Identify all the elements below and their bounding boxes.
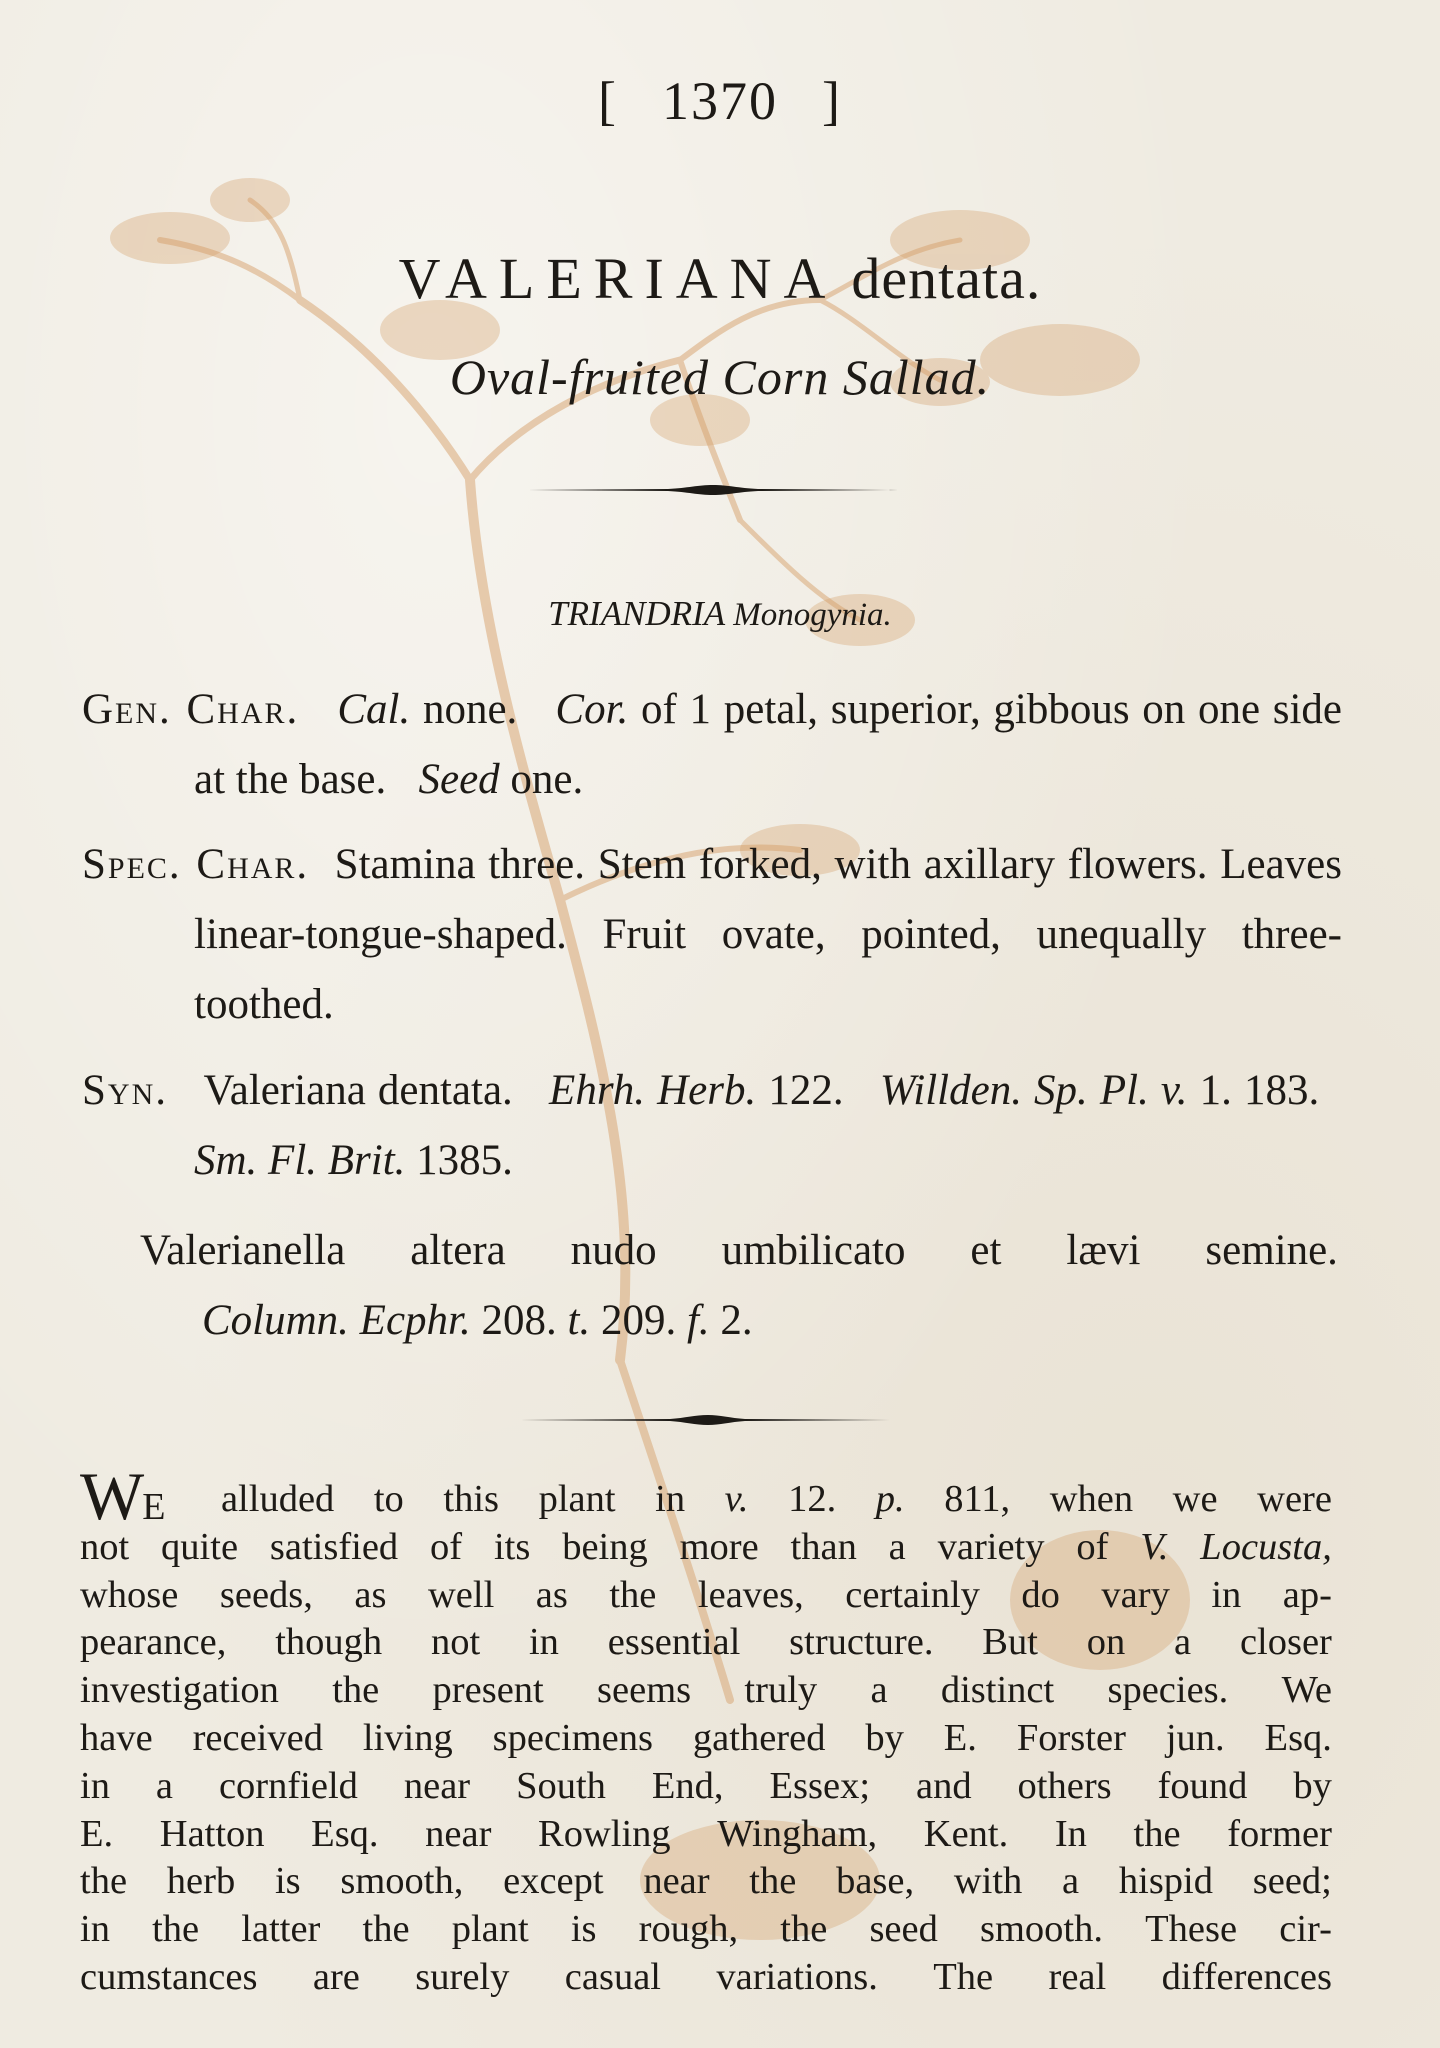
body-word: than xyxy=(790,1525,857,1568)
body-word: is xyxy=(274,1860,301,1903)
body-line xyxy=(80,1572,1332,1620)
body-word: vary xyxy=(1101,1573,1170,1616)
body-word: to xyxy=(373,1478,404,1520)
body-word: alluded xyxy=(220,1478,335,1520)
syn-ref-willden: Willden. Sp. Pl. v. xyxy=(879,1067,1188,1114)
body-word: gathered xyxy=(692,1716,826,1759)
body-word: herb xyxy=(166,1860,236,1903)
body-word: we xyxy=(1172,1478,1218,1520)
body-word: of xyxy=(430,1525,463,1568)
gen-char-label: Gen. Char. xyxy=(82,686,300,733)
body-word: being xyxy=(562,1525,648,1568)
body-word: living xyxy=(362,1716,453,1759)
body-word: variations. xyxy=(716,1955,878,1998)
body-word: and xyxy=(915,1764,972,1807)
body-word: the xyxy=(749,1860,797,1903)
body-word: Essex; xyxy=(769,1764,871,1807)
body-line xyxy=(80,1524,1332,1572)
body-word: But xyxy=(982,1621,1038,1664)
syn-ref-smith-num: 1385. xyxy=(416,1137,513,1184)
body-word: Rowling xyxy=(538,1812,671,1855)
body-word: p. xyxy=(875,1478,905,1520)
table-ref-num: 209. xyxy=(600,1297,677,1344)
body-word: seems xyxy=(597,1669,692,1712)
body-word: E. xyxy=(943,1716,977,1759)
body-word: of xyxy=(1076,1525,1109,1568)
body-word: hispid xyxy=(1118,1860,1214,1903)
linnaean-classification xyxy=(0,594,1440,634)
valerianella-word: nudo xyxy=(570,1227,657,1274)
body-line xyxy=(80,1954,1332,2002)
body-word: a xyxy=(870,1669,888,1712)
body-word: near xyxy=(643,1860,710,1903)
body-word xyxy=(80,1458,181,1534)
body-word: leaves, xyxy=(697,1573,804,1616)
body-word: present xyxy=(432,1669,544,1712)
valerianella-word: umbilicato xyxy=(721,1227,906,1274)
body-word: not xyxy=(80,1525,130,1568)
body-word: though xyxy=(275,1621,383,1664)
body-word: not xyxy=(430,1621,481,1664)
body-word: Esq. xyxy=(311,1812,379,1855)
bracket-right: ] xyxy=(822,71,842,131)
body-word: latter xyxy=(241,1908,321,1951)
body-word: Kent. xyxy=(923,1812,1009,1855)
spec-char-text: Stamina three. Stem forked, with axillary flowers. Leaves linear-tongue-shaped. Fruit ovate, pointed, unequally three-toothed. xyxy=(194,841,1342,1028)
valerianella-word: Valerianella xyxy=(140,1227,346,1274)
drop-cap-rest: E xyxy=(142,1486,168,1528)
body-word: 811, xyxy=(944,1478,1011,1520)
body-word: End, xyxy=(651,1764,724,1807)
body-word: is xyxy=(570,1908,597,1951)
body-line xyxy=(80,1715,1332,1763)
body-word: on xyxy=(1086,1621,1126,1664)
bracket-left: [ xyxy=(598,71,618,131)
page-number: 1370 xyxy=(662,71,778,131)
body-word: species. xyxy=(1107,1669,1229,1712)
body-word: in xyxy=(528,1621,559,1664)
body-word: by xyxy=(1293,1764,1332,1807)
order-name: Monogynia. xyxy=(733,597,892,633)
body-text xyxy=(80,1458,1332,2002)
body-line xyxy=(80,1811,1332,1859)
species-name: dentata. xyxy=(851,246,1042,311)
body-word: essential xyxy=(607,1621,741,1664)
body-word: the xyxy=(780,1908,828,1951)
body-word: a xyxy=(1174,1621,1192,1664)
page-number-line xyxy=(0,70,1440,132)
body-word: the xyxy=(332,1669,380,1712)
body-word: The xyxy=(933,1955,994,1998)
body-word: Forster xyxy=(1016,1716,1126,1759)
figure-ref: f. xyxy=(686,1297,710,1344)
specific-character xyxy=(82,830,1342,1040)
synonymy xyxy=(82,1056,1342,1196)
table-ref: t. xyxy=(567,1297,591,1344)
body-word: except xyxy=(503,1860,604,1903)
body-word: smooth, xyxy=(340,1860,464,1903)
cal-text: none. xyxy=(422,686,518,733)
cal-label: Cal. xyxy=(337,686,411,733)
body-word: well xyxy=(427,1573,495,1616)
valerianella-word: altera xyxy=(410,1227,506,1274)
body-word: received xyxy=(192,1716,323,1759)
body-word: the xyxy=(80,1860,128,1903)
body-word: others xyxy=(1017,1764,1112,1807)
body-word: whose xyxy=(80,1573,179,1616)
body-word: differences xyxy=(1161,1955,1332,1998)
body-word: satisfied xyxy=(269,1525,399,1568)
body-word: when xyxy=(1049,1478,1134,1520)
body-word: by xyxy=(865,1716,904,1759)
body-word: in xyxy=(1211,1573,1242,1616)
valerianella-word: lævi xyxy=(1066,1227,1141,1274)
body-word: base, xyxy=(836,1860,915,1903)
body-line xyxy=(80,1458,1332,1534)
body-word: truly xyxy=(744,1669,818,1712)
body-word: as xyxy=(535,1573,568,1616)
body-word: certainly xyxy=(845,1573,980,1616)
seed-label: Seed xyxy=(418,756,500,803)
body-word: were xyxy=(1257,1478,1332,1520)
body-word: Wingham, xyxy=(717,1812,878,1855)
body-word: ap- xyxy=(1282,1573,1332,1616)
spec-char-label: Spec. Char. xyxy=(82,841,310,888)
body-word: the xyxy=(1133,1812,1181,1855)
body-word: in xyxy=(655,1478,686,1520)
generic-character xyxy=(82,675,1342,815)
body-word: seeds, xyxy=(219,1573,313,1616)
body-word: near xyxy=(403,1764,471,1807)
cor-label: Cor. xyxy=(555,686,629,733)
body-word: a xyxy=(888,1525,906,1568)
body-word: former xyxy=(1227,1812,1332,1855)
body-line xyxy=(80,1906,1332,1954)
class-name: TRIANDRIA xyxy=(548,594,725,633)
body-word: in xyxy=(80,1764,110,1807)
body-word: cornfield xyxy=(218,1764,358,1807)
body-word: the xyxy=(152,1908,200,1951)
syn-label: Syn. xyxy=(82,1067,168,1114)
figure-ref-num: 2. xyxy=(720,1297,753,1344)
valerianella-word: et xyxy=(970,1227,1002,1274)
body-word: V. xyxy=(1140,1525,1169,1568)
body-word: E. xyxy=(80,1812,114,1855)
body-word: variety xyxy=(937,1525,1045,1568)
body-line xyxy=(80,1619,1332,1667)
body-word: as xyxy=(354,1573,387,1616)
body-word: its xyxy=(493,1525,531,1568)
body-word: seed xyxy=(869,1908,938,1951)
syn-ref-ehrh-num: 122. xyxy=(768,1067,844,1114)
body-word: South xyxy=(516,1764,606,1807)
drop-cap: W xyxy=(80,1458,143,1534)
body-word: real xyxy=(1048,1955,1107,1998)
body-word: Esq. xyxy=(1264,1716,1332,1759)
body-word: specimens xyxy=(492,1716,653,1759)
body-word: with xyxy=(953,1860,1023,1903)
body-word: 12. xyxy=(788,1478,837,1520)
body-word: We xyxy=(1281,1669,1332,1712)
body-word: cir- xyxy=(1279,1908,1332,1951)
column-ref: Column. Ecphr. xyxy=(202,1297,471,1344)
syn-ref-smith: Sm. Fl. Brit. xyxy=(194,1137,406,1184)
ornamental-rule xyxy=(528,482,898,498)
body-word: in xyxy=(80,1908,110,1951)
body-word: this xyxy=(443,1478,500,1520)
plant-title xyxy=(0,245,1440,312)
body-word: v. xyxy=(724,1478,749,1520)
syn-name: Valeriana dentata. xyxy=(203,1067,513,1114)
body-line xyxy=(80,1667,1332,1715)
body-line xyxy=(80,1763,1332,1811)
body-word: closer xyxy=(1239,1621,1332,1664)
body-word: Locusta, xyxy=(1200,1525,1332,1568)
syn-ref-ehrh: Ehrh. Herb. xyxy=(549,1067,757,1114)
body-word: near xyxy=(425,1812,492,1855)
valerianella-synonym xyxy=(140,1216,1340,1356)
body-word: have xyxy=(80,1716,153,1759)
column-ref-num: 208. xyxy=(481,1297,557,1344)
body-word: the xyxy=(609,1573,657,1616)
common-name: Oval-fruited Corn Sallad. xyxy=(449,349,991,405)
body-word: smooth. xyxy=(980,1908,1104,1951)
body-word: are xyxy=(312,1955,360,1998)
body-word: In xyxy=(1054,1812,1087,1855)
body-line xyxy=(80,1858,1332,1906)
body-word: investigation xyxy=(80,1669,279,1712)
genus-name: VALERIANA xyxy=(398,246,838,311)
body-word: a xyxy=(1062,1860,1080,1903)
body-word: Hatton xyxy=(159,1812,265,1855)
body-word: structure. xyxy=(789,1621,934,1664)
body-word: a xyxy=(155,1764,173,1807)
valerianella-word: semine. xyxy=(1205,1227,1338,1274)
body-word: plant xyxy=(538,1478,616,1520)
syn-ref-willden-num: 1. 183. xyxy=(1199,1067,1320,1114)
body-word: more xyxy=(679,1525,759,1568)
body-word: do xyxy=(1021,1573,1060,1616)
seed-text: one. xyxy=(510,756,584,803)
body-word: found xyxy=(1157,1764,1248,1807)
body-word: the xyxy=(362,1908,410,1951)
body-word: rough, xyxy=(638,1908,739,1951)
body-word: surely xyxy=(415,1955,510,1998)
body-word: seed; xyxy=(1252,1860,1332,1903)
body-word: These xyxy=(1145,1908,1238,1951)
ornamental-rule xyxy=(520,1412,892,1428)
body-word: pearance, xyxy=(80,1621,227,1664)
body-word: quite xyxy=(161,1525,239,1568)
cor-text: of 1 petal, superior, gibbous on one side at the base. xyxy=(194,686,1343,803)
body-word: distinct xyxy=(940,1669,1055,1712)
body-word: casual xyxy=(564,1955,661,1998)
body-word: jun. xyxy=(1165,1716,1225,1759)
body-word: cumstances xyxy=(80,1955,258,1998)
body-word: plant xyxy=(451,1908,529,1951)
